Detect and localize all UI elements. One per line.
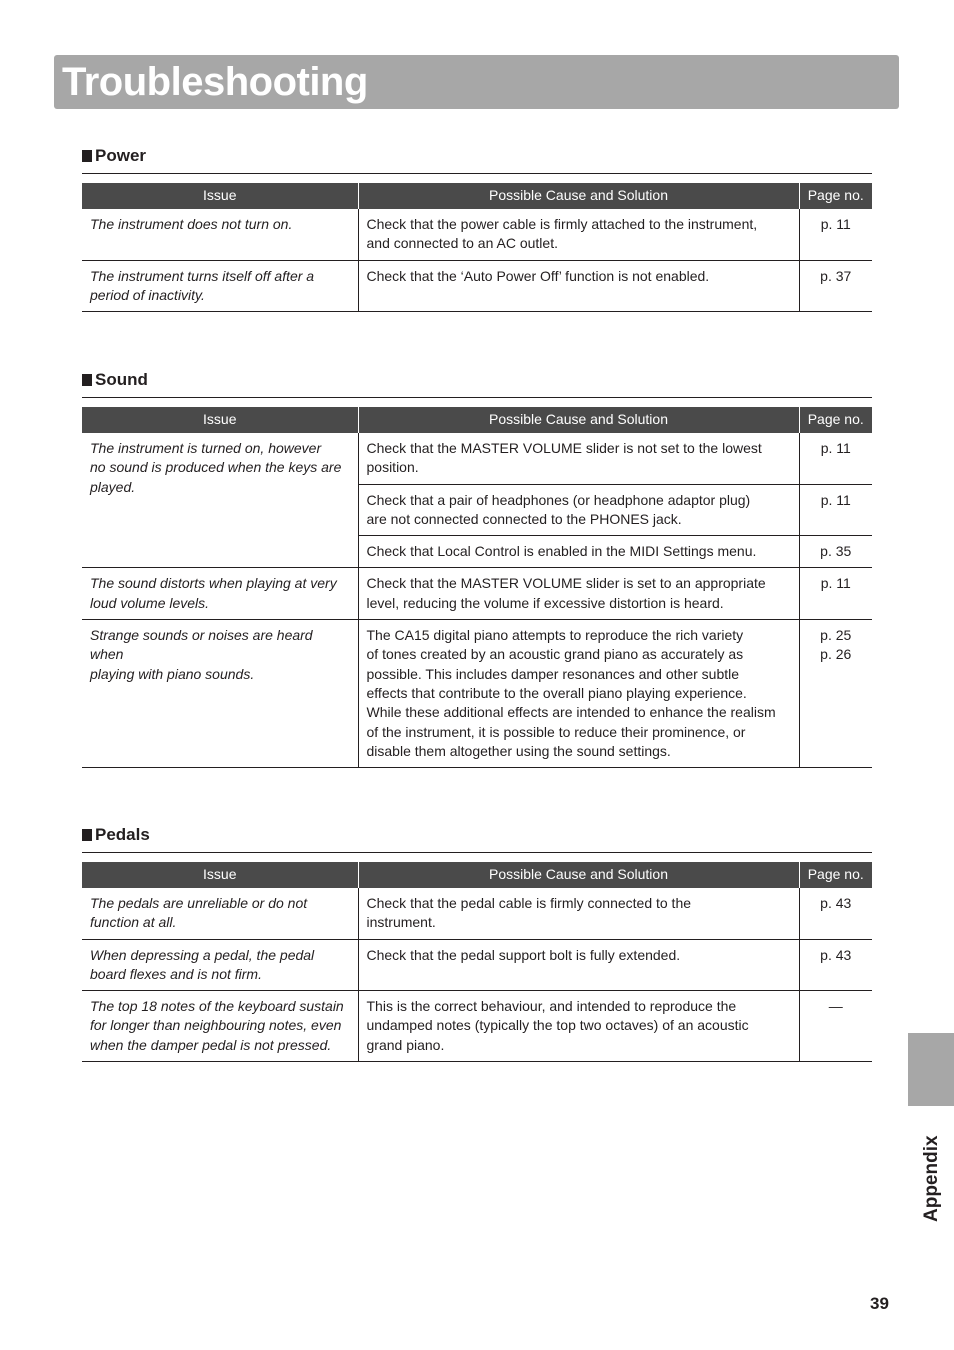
issue-cell <box>82 209 358 260</box>
page-ref: p. 11 <box>820 440 851 456</box>
square-bullet-icon <box>82 829 92 841</box>
page-ref: — <box>828 998 843 1015</box>
issue-text: playing with piano sounds. <box>90 665 255 682</box>
solution-text: effects that contribute to the overall piano playing experience. <box>366 684 747 701</box>
issue-cell <box>82 260 358 312</box>
page-ref: p. 43 <box>820 946 852 963</box>
issue-cell <box>82 568 358 620</box>
solution-text: Check that a pair of headphones (or headphone adaptor plug) <box>366 491 751 508</box>
solution-text: Check that the MASTER VOLUME slider is set to an appropriate <box>366 575 766 592</box>
solution-cell <box>358 568 799 620</box>
table-row <box>82 260 872 312</box>
column-header-page: Page no. <box>799 862 872 888</box>
issue-text: played. <box>90 478 136 495</box>
issue-text: for longer than neighbouring notes, even <box>90 1017 342 1034</box>
section-pedals <box>82 824 872 1062</box>
issue-cell <box>82 620 358 768</box>
page-cell <box>799 888 872 939</box>
table-header-row <box>82 183 872 209</box>
page-cell <box>799 209 872 260</box>
issue-text: board flexes and is not firm. <box>90 965 262 982</box>
section-heading <box>82 369 872 391</box>
page-cell <box>799 991 872 1062</box>
table-row <box>82 433 872 484</box>
issue-cell <box>82 991 358 1062</box>
solution-text: level, reducing the volume if excessive distortion is heard. <box>366 594 724 611</box>
issue-text: no sound is produced when the keys are <box>90 459 342 476</box>
divider <box>82 852 872 853</box>
solution-cell <box>358 260 799 312</box>
page-cell <box>799 536 872 568</box>
solution-text: Check that the pedal support bolt is fully extended. <box>366 946 681 963</box>
page-ref: p. 11 <box>820 216 851 232</box>
column-header-solution: Possible Cause and Solution <box>358 407 799 433</box>
page-ref: p. 11 <box>820 575 851 592</box>
page-cell <box>799 433 872 484</box>
side-tab-label <box>900 1130 954 1222</box>
issue-text: The top 18 notes of the keyboard sustain <box>90 998 344 1015</box>
table-header-row <box>82 407 872 433</box>
page-cell <box>799 620 872 768</box>
page-cell <box>799 939 872 991</box>
column-header-issue: Issue <box>82 407 358 433</box>
issue-cell <box>82 433 358 568</box>
issue-text: The instrument does not turn on. <box>90 216 293 232</box>
solution-text: This is the correct behaviour, and intended to reproduce the <box>366 998 737 1015</box>
square-bullet-icon <box>82 150 92 162</box>
side-tab-marker <box>908 1033 954 1106</box>
page-cell <box>799 260 872 312</box>
page-ref: p. 25 <box>820 627 852 644</box>
solution-cell <box>358 991 799 1062</box>
solution-cell <box>358 433 799 484</box>
solution-text: position. <box>366 459 419 476</box>
table-row <box>82 991 872 1062</box>
title-bar <box>54 55 899 109</box>
table-row <box>82 568 872 620</box>
table-row <box>82 888 872 939</box>
solution-cell <box>358 620 799 768</box>
square-bullet-icon <box>82 374 92 386</box>
troubleshooting-table <box>82 407 872 768</box>
issue-cell <box>82 888 358 939</box>
table-row <box>82 620 872 768</box>
column-header-issue: Issue <box>82 862 358 888</box>
page-ref: p. 11 <box>820 491 851 508</box>
page-ref: p. 26 <box>820 646 852 663</box>
solution-text: and connected to an AC outlet. <box>366 235 558 252</box>
solution-text: disable them altogether using the sound settings. <box>366 742 671 759</box>
page-ref: p. 37 <box>820 267 852 284</box>
solution-text: of the instrument, it is possible to reduce their prominence, or <box>366 723 746 740</box>
issue-text: function at all. <box>90 914 177 931</box>
section-title: Pedals <box>95 825 150 844</box>
solution-text: instrument. <box>366 914 436 931</box>
solution-text: of tones created by an acoustic grand piano as accurately as <box>366 646 744 663</box>
section-power <box>82 145 872 312</box>
divider <box>82 173 872 174</box>
page-cell <box>799 484 872 536</box>
issue-cell <box>82 939 358 991</box>
column-header-page: Page no. <box>799 183 872 209</box>
issue-text: period of inactivity. <box>90 286 205 303</box>
issue-text: loud volume levels. <box>90 594 210 611</box>
column-header-solution: Possible Cause and Solution <box>358 183 799 209</box>
issue-text: when the damper pedal is not pressed. <box>90 1036 332 1053</box>
solution-cell <box>358 888 799 939</box>
issue-text: Strange sounds or noises are heard when <box>90 627 313 663</box>
solution-text: Check that the ‘Auto Power Off’ function is not enabled. <box>366 267 710 284</box>
solution-text: Check that the MASTER VOLUME slider is not set to the lowest <box>366 440 762 456</box>
table-row <box>82 939 872 991</box>
solution-text: grand piano. <box>366 1036 445 1053</box>
page-cell <box>799 568 872 620</box>
section-title: Power <box>95 146 147 165</box>
table-header-row <box>82 862 872 888</box>
issue-text: The pedals are unreliable or do not <box>90 895 308 911</box>
issue-text: The instrument is turned on, however <box>90 440 322 456</box>
issue-text: The sound distorts when playing at very <box>90 575 337 592</box>
solution-cell <box>358 939 799 991</box>
issue-text: When depressing a pedal, the pedal <box>90 946 315 963</box>
column-header-issue: Issue <box>82 183 358 209</box>
page-ref: p. 35 <box>820 543 852 560</box>
solution-text: undamped notes (typically the top two octaves) of an acoustic <box>366 1017 749 1034</box>
divider <box>82 397 872 398</box>
section-sound <box>82 369 872 768</box>
issue-text: The instrument turns itself off after a <box>90 267 315 284</box>
column-header-page: Page no. <box>799 407 872 433</box>
section-heading <box>82 824 872 846</box>
solution-text: are not connected connected to the PHONES jack. <box>366 510 682 527</box>
solution-text: The CA15 digital piano attempts to reproduce the rich variety <box>366 627 744 644</box>
solution-cell <box>358 484 799 536</box>
page-title: Troubleshooting <box>62 60 368 104</box>
page-ref: p. 43 <box>820 895 852 911</box>
section-heading <box>82 145 872 167</box>
solution-cell <box>358 536 799 568</box>
appendix-label: Appendix <box>921 1135 942 1222</box>
table-row <box>82 209 872 260</box>
solution-text: Check that the power cable is firmly attached to the instrument, <box>366 216 758 232</box>
solution-text: Check that the pedal cable is firmly connected to the <box>366 895 692 911</box>
solution-text: While these additional effects are intended to enhance the realism <box>366 704 776 721</box>
section-title: Sound <box>95 370 148 389</box>
solution-text: possible. This includes damper resonances and other subtle <box>366 665 740 682</box>
troubleshooting-table <box>82 862 872 1062</box>
page-number: 39 <box>870 1294 889 1313</box>
column-header-solution: Possible Cause and Solution <box>358 862 799 888</box>
solution-text: Check that Local Control is enabled in the MIDI Settings menu. <box>366 543 757 560</box>
troubleshooting-table <box>82 183 872 312</box>
solution-cell <box>358 209 799 260</box>
